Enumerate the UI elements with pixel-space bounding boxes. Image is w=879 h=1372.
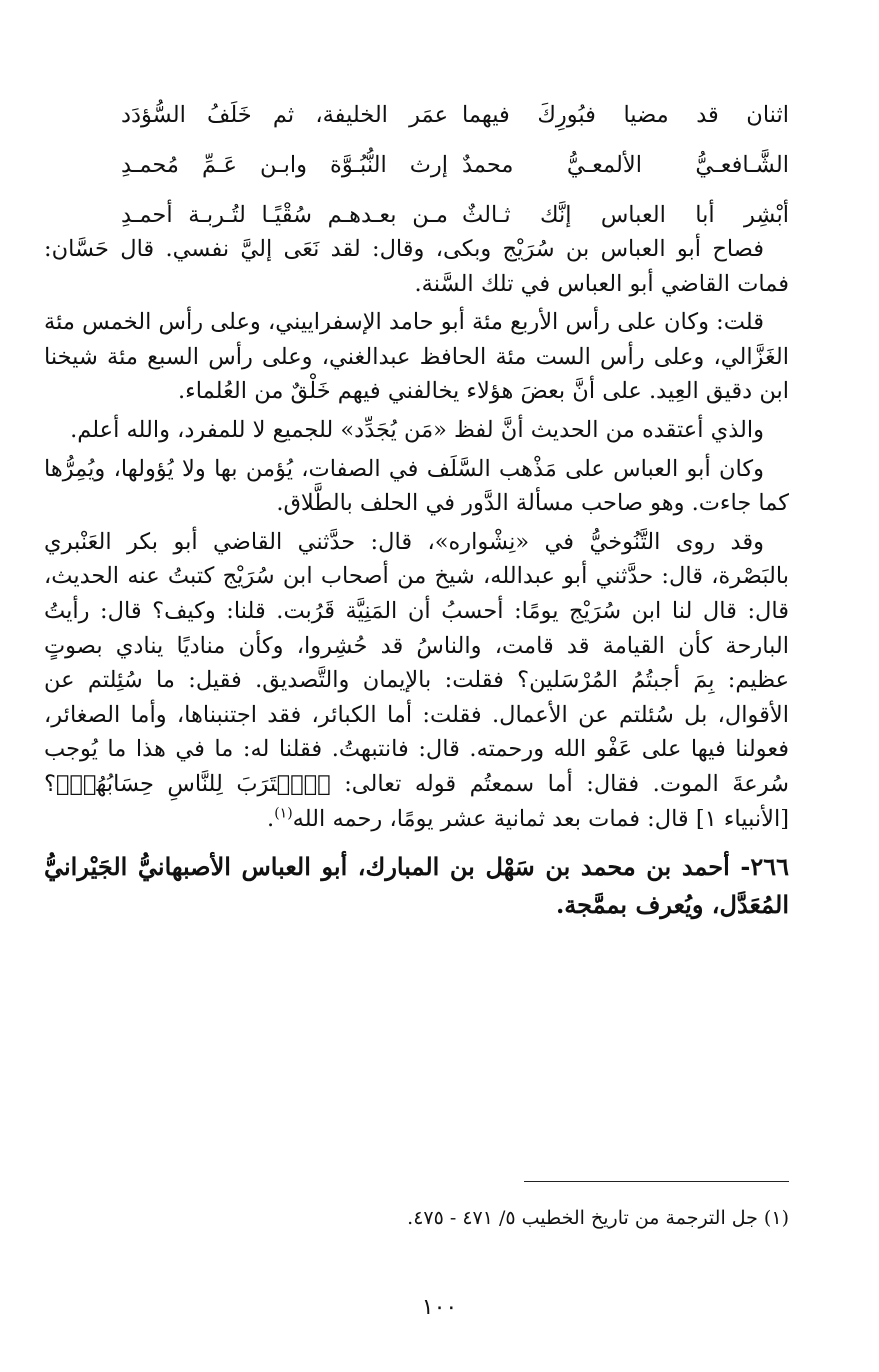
- paragraph: فصاح أبو العباس بن سُرَيْج وبكى، وقال: لقد نَعَى إليَّ نفسي. قال حَسَّان: فمات القاضي أبو العباس في تلك السَّنة.: [44, 236, 789, 297]
- verse-first-hemistich: أبْشِر أبا العباس إنَّك ثـالثٌ: [462, 202, 789, 228]
- paragraph: قلت: وكان على رأس الأربع مئة أبو حامد الإسفراييني، وعلى رأس الخمس مئة الغَزَّالي، وعلى رأس الست مئة الحافظ عبدالغني، وعلى رأس السبع مئة شيخنا ابن دقيق العِيد. على أنَّ بعضَ هؤلاء يخالفني فيهم خَلْقٌ من العُلماء.: [44, 309, 789, 405]
- verse-second-hemistich: إرث النُّبُـوَّة وابـن عَـمِّ مُحمـدِ: [121, 152, 448, 178]
- paragraph: وقد روى التَّنُوخيُّ في «نِشْواره»، قال: حدَّثني القاضي أبو بكر العَنْبري بالبَصْرة، قال: حدَّثني أبو عبدالله، شيخ من أصحاب ابن سُرَيْج كتبتُ عنه الحديث، قال: قال لنا ابن سُرَيْج يومًا: أحسبُ أن المَنِيَّة قَرُبت. قلنا: وكيف؟ قال: رأيتُ البارحة كأن القيامة قد قامت، والناسُ قد حُشِروا، وكأن مناديًا ينادي بصوتٍ عظيم: بِمَ أجبتُمُ المُرْسَلين؟ فقلت: بالإيمان والتَّصديق. فقيل: ما سُئِلتم عن الأقوال، بل سُئلتم عن الأعمال. فقلت: أما الكبائر، فقد اجتنبناها، وأما الصغائر، فعولنا فيها على عَفْو الله ورحمته. قال: فانتبهتُ. فقلنا له: ما في هذا ما يُوجب سُرعةَ الموت. فقال: أما سمعتُم قوله تعالى: ﴿ٱقۡتَرَبَ لِلنَّاسِ حِسَابُهُمۡ﴾؟ [الأنبياء ١] قال: فمات بعد ثمانية عشر يومًا، رحمه الله$^{(١)}$.: [44, 528, 789, 832]
- footnote-reference: (١): [274, 805, 293, 821]
- footnote: (١) جل الترجمة من تاريخ الخطيب ٥/ ٤٧١ - ٤٧٥.: [407, 1207, 789, 1229]
- body-text: [44, 232, 789, 924]
- verse-line: [121, 90, 789, 140]
- verse-first-hemistich: الشَّـافعـيُّ الألمعـيُّ محمدٌ: [462, 152, 789, 178]
- verse-line: [121, 140, 789, 190]
- paragraph: والذي أعتقده من الحديث أنَّ لفظ «مَن يُجَدِّد» للجميع لا للمفرد، والله أعلم.: [70, 416, 764, 443]
- verse-second-hemistich: مـن بعـدهـم سُقْيًـا لتُـربـة أحمـدِ: [121, 202, 448, 228]
- page-number: ١٠٠: [421, 1295, 458, 1320]
- poem-verses: [121, 90, 789, 240]
- verse-first-hemistich: اثنان قد مضيا فبُورِكَ فيهما: [462, 102, 789, 128]
- paragraph-text: وقد روى التَّنُوخيُّ في «نِشْواره»، قال: حدَّثني القاضي أبو بكر العَنْبري بالبَصْرة، قال: حدَّثني أبو عبدالله، شيخ من أصحاب ابن سُرَيْج كتبتُ عنه الحديث، قال: قال لنا ابن سُرَيْج يومًا: أحسبُ أن المَنِيَّة قَرُبت. قلنا: وكيف؟ قال: رأيتُ البارحة كأن القيامة قد قامت، والناسُ قد حُشِروا، وكأن مناديًا ينادي بصوتٍ عظيم: بِمَ أجبتُمُ المُرْسَلين؟ فقلت: بالإيمان والتَّصديق. فقيل: ما سُئِلتم عن الأقوال، بل سُئلتم عن الأعمال. فقلت: أما الكبائر، فقد اجتنبناها، وأما الصغائر، فعولنا فيها على عَفْو الله ورحمته. قال: فانتبهتُ. فقلنا له: ما في هذا ما يُوجب سُرعةَ الموت. فقال: أما سمعتُم قوله تعالى: ﴿ٱقۡتَرَبَ لِلنَّاسِ حِسَابُهُمۡ﴾؟ [الأنبياء ١] قال: فمات بعد ثمانية عشر يومًا، رحمه الله: [44, 528, 789, 832]
- footnote-divider: [524, 1181, 789, 1182]
- paragraph: وكان أبو العباس على مَذْهب السَّلَف في الصفات، يُؤمن بها ولا يُؤولها، ويُمِرُّها كما جاءت. وهو صاحب مسألة الدَّور في الحلف بالطَّلاق.: [44, 455, 789, 517]
- verse-second-hemistich: عمَر الخليفة، ثم خَلَفُ السُّؤدَد: [121, 102, 448, 128]
- entry-heading: ٢٦٦- أحمد بن محمد بن سَهْل بن المبارك، أبو العباس الأصبهانيُّ الجَيْرانيُّ المُعَدَّل، ويُعرف بممَّجة.: [44, 852, 789, 920]
